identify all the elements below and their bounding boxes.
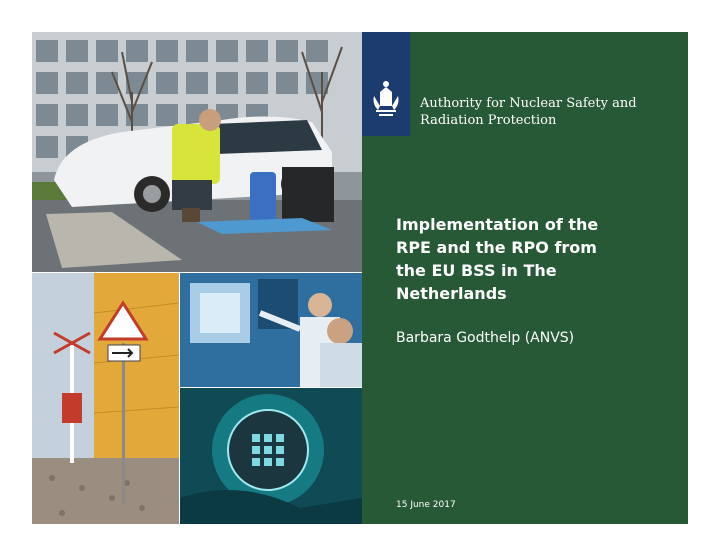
government-logo	[362, 32, 410, 136]
slide-title-line: Netherlands	[396, 284, 507, 303]
organization-name-line: Radiation Protection	[420, 113, 557, 128]
photo-inspector-with-car	[32, 32, 362, 272]
author: Barbara Godthelp (ANVS)	[396, 330, 575, 346]
title-panel	[362, 32, 688, 524]
organization-name-line: Authority for Nuclear Safety and	[420, 96, 637, 111]
slide-title-line: the EU BSS in The	[396, 261, 557, 280]
presentation-date: 15 June 2017	[396, 500, 456, 510]
photo-reactor-core	[180, 388, 362, 524]
slide-title-line: Implementation of the	[396, 215, 599, 234]
coat-of-arms-icon	[362, 32, 410, 136]
slide-title-line: RPE and the RPO from	[396, 238, 597, 257]
photo-warning-signs	[32, 273, 179, 524]
slide	[32, 32, 688, 524]
photo-lab-researchers	[180, 273, 362, 387]
organization-name	[420, 95, 680, 129]
slide-title	[396, 213, 676, 305]
